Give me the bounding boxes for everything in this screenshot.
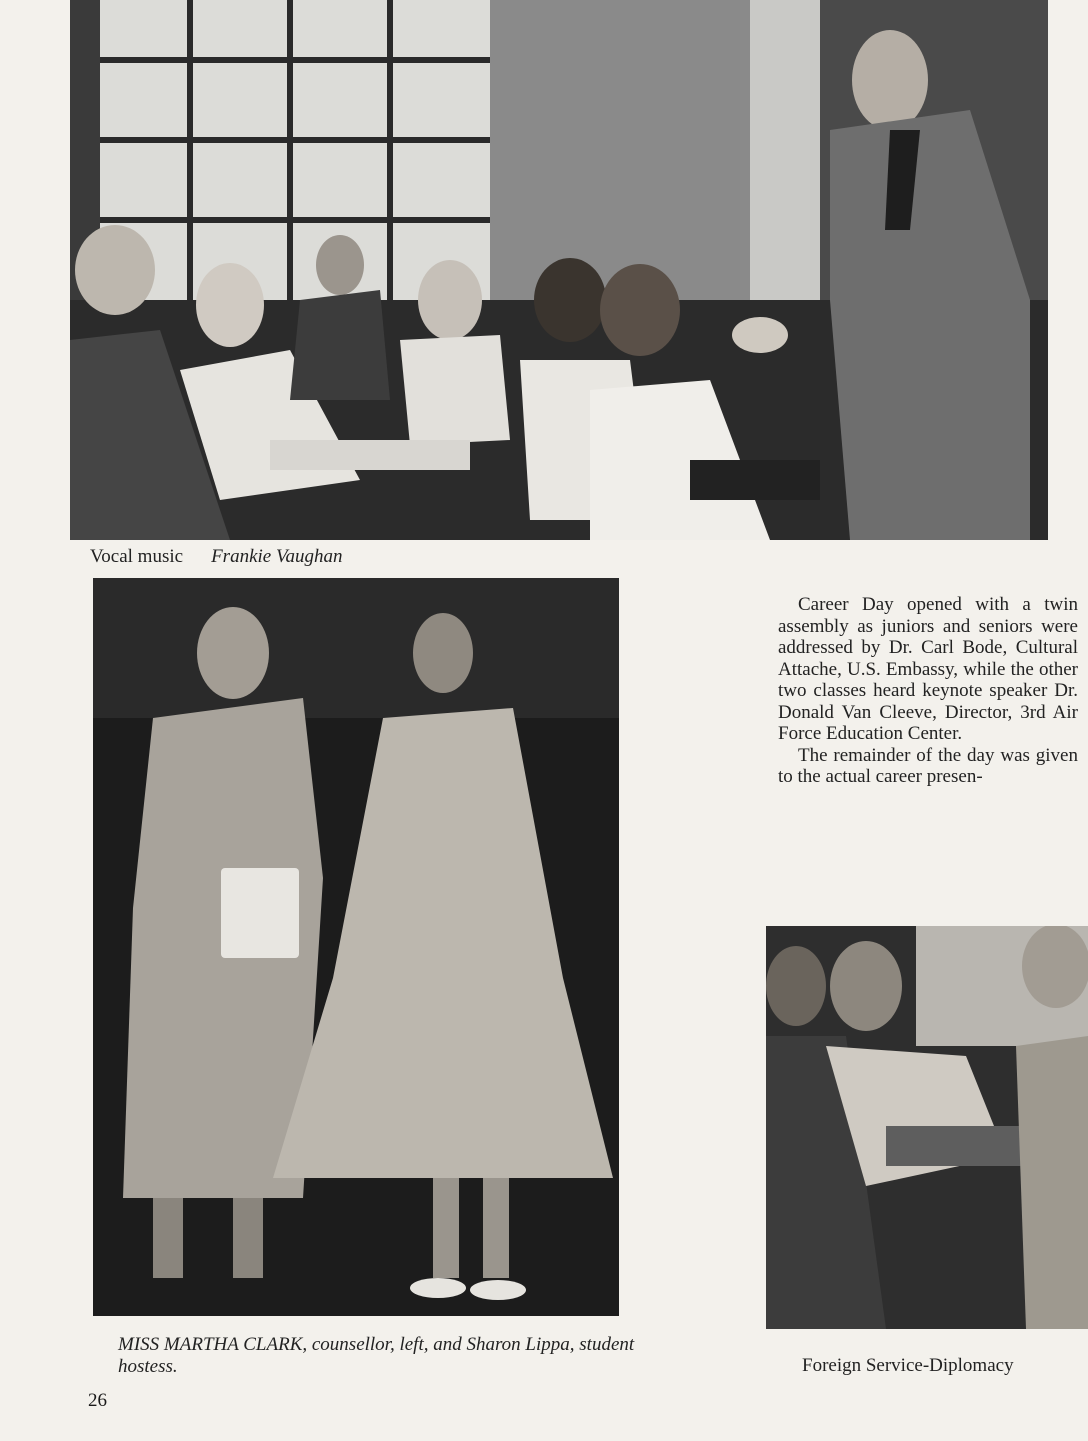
photo-martha-clark-image [93,578,619,1316]
article-paragraph-2: The remainder of the day was given to the actual career presen- [778,744,1078,787]
article-text [778,594,1078,788]
caption-vocal-music [90,546,342,568]
caption-martha-clark: MISS MARTHA CLARK, counsellor, left, and Sharon Lippa, student hostess. [118,1334,635,1377]
caption-foreign-service: Foreign Service-Diplomacy [802,1355,1014,1376]
photo-vocal-music-image [70,0,1048,540]
page-number: 26 [88,1390,107,1411]
photo-foreign-service-image [766,926,1088,1329]
caption-vocal-music-label: Vocal music [90,546,184,567]
caption-vocal-music-name: Frankie Vaughan [211,546,343,567]
photo-foreign-service [766,926,1088,1329]
article-paragraph-1: Career Day opened with a twin assembly as juniors and seniors were addressed by Dr. Carl Bode, Cultural Attache, U.S. Embassy, while the other two classes heard keynote speaker Dr. Donald Van Cleeve, Director, 3rd Air Force Education Center. [778,594,1078,744]
photo-martha-clark-sharon-lippa [93,578,619,1316]
photo-vocal-music [70,0,1048,540]
